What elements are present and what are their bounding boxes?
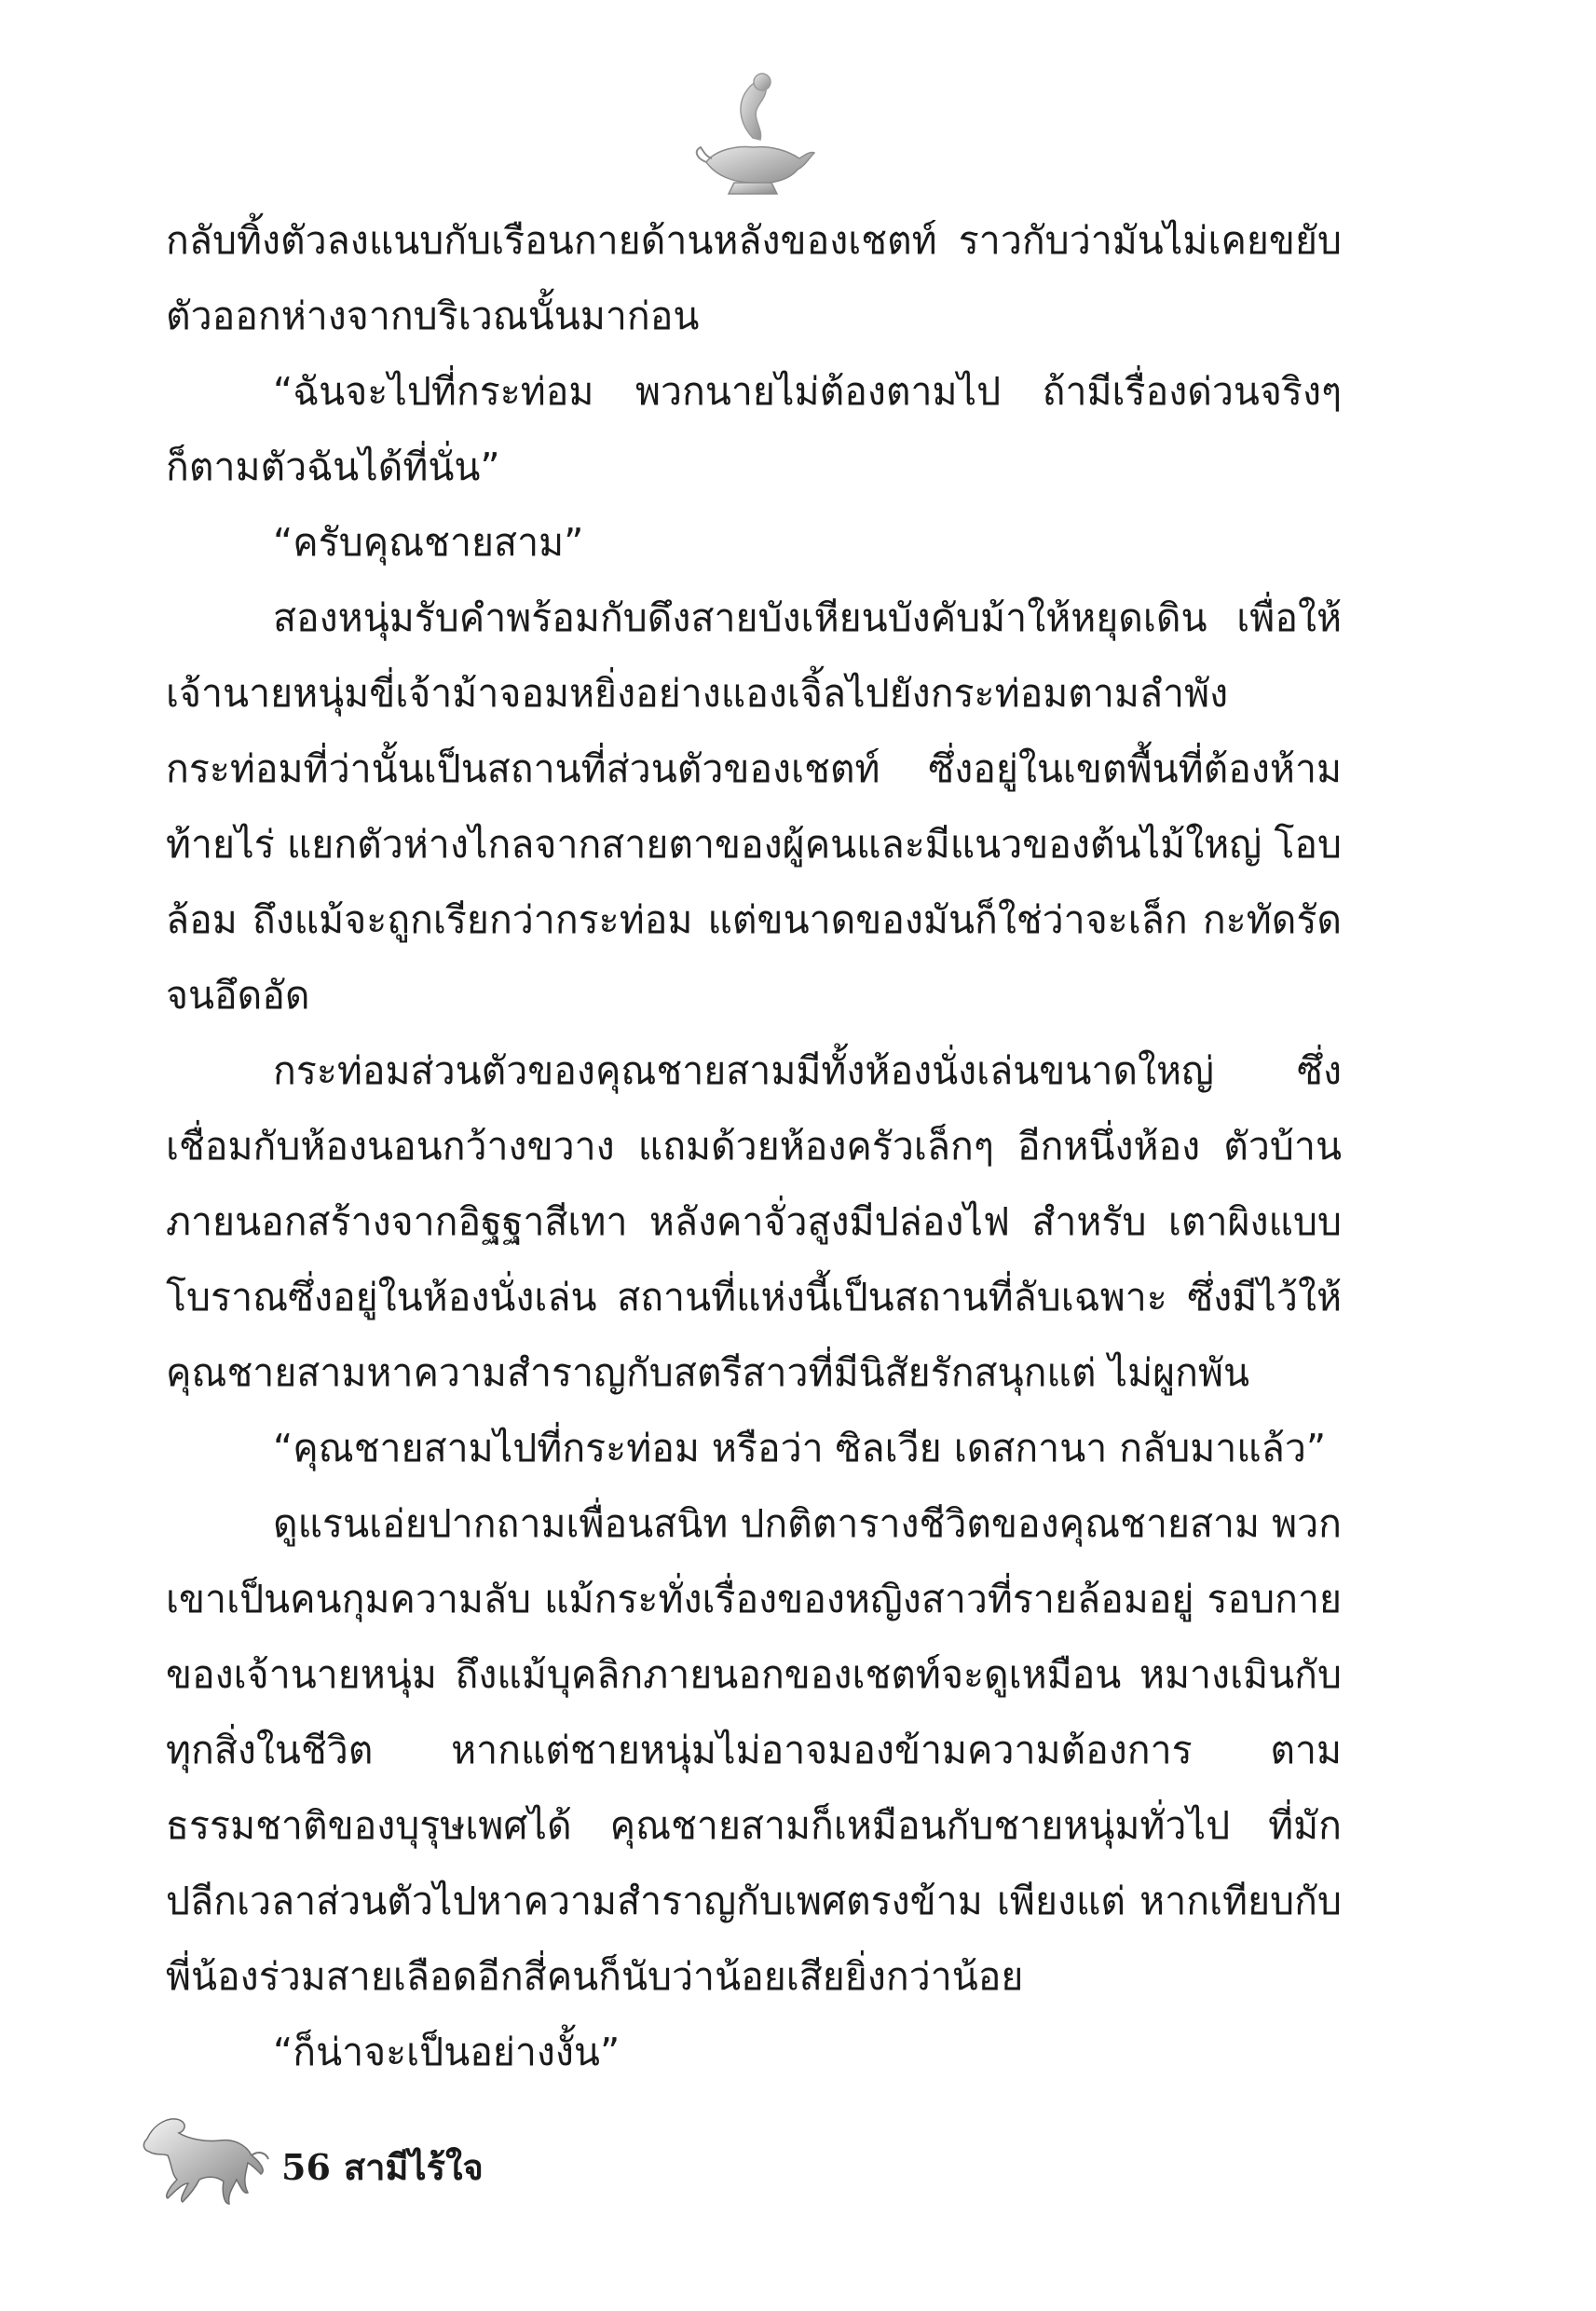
page-footer (130, 2101, 689, 2213)
paragraph: สองหนุ่มรับคำพร้อมกับดึงสายบังเหียนบังคับม้าให้หยุดเดิน เพื่อให้เจ้านายหนุ่มขี่เจ้าม้าจอมหยิ่งอย่างแองเจิ้ลไปยังกระท่อมตามลำพัง กระท่อมที่ว่านั้นเป็นสถานที่ส่วนตัวของเชตท์ ซึ่งอยู่ในเขตพื้นที่ต้องห้าม ท้ายไร่ แยกตัวห่างไกลจากสายตาของผู้คนและมีแนวของต้นไม้ใหญ่ โอบล้อม ถึงแม้จะถูกเรียกว่ากระท่อม แต่ขนาดของมันก็ใช่ว่าจะเล็ก กะทัดรัดจนอึดอัด (166, 595, 1342, 1018)
paragraph: “ครับคุณชายสาม” (273, 520, 584, 565)
genie-lamp-icon (688, 65, 818, 205)
page-number: 56 (281, 2146, 331, 2188)
paragraph: ดูแรนเอ่ยปากถามเพื่อนสนิท ปกติตารางชีวิตของคุณชายสาม พวกเขาเป็นคนกุมความลับ แม้กระทั่งเรื่องของหญิงสาวที่รายล้อมอยู่ รอบกายของเจ้านายหนุ่ม ถึงแม้บุคลิกภายนอกของเชตท์จะดูเหมือน หมางเมินกับทุกสิ่งในชีวิต หากแต่ชายหนุ่มไม่อาจมองข้ามความต้องการ ตามธรรมชาติของบุรุษเพศได้ คุณชายสามก็เหมือนกับชายหนุ่มทั่วไป ที่มักปลีกเวลาส่วนตัวไปหาความสำราญกับเพศตรงข้าม เพียงแต่ หากเทียบกับพี่น้องร่วมสายเลือดอีกสี่คนก็นับว่าน้อยเสียยิ่งกว่าน้อย (166, 1501, 1342, 1999)
paragraph: “ก็น่าจะเป็นอย่างงั้น” (273, 2030, 621, 2074)
body-text (166, 203, 1342, 2090)
folio (281, 2146, 497, 2189)
paragraph: กลับทิ้งตัวลงแนบกับเรือนกายด้านหลังของเชตท์ ราวกับว่ามันไม่เคยขยับตัวออกห่างจากบริเวณนั้นมาก่อน (166, 218, 1342, 338)
paragraph: กระท่อมส่วนตัวของคุณชายสามมีทั้งห้องนั่งเล่นขนาดใหญ่ ซึ่งเชื่อมกับห้องนอนกว้างขวาง แถมด้วยห้องครัวเล็กๆ อีกหนึ่งห้อง ตัวบ้านภายนอกสร้างจากอิฐฐาสีเทา หลังคาจั่วสูงมีปล่องไฟ สำหรับ เตาผิงแบบโบราณซึ่งอยู่ในห้องนั่งเล่น สถานที่แห่งนี้เป็นสถานที่ลับเฉพาะ ซึ่งมีไว้ให้คุณชายสามหาความสำราญกับสตรีสาวที่มีนิสัยรักสนุกแต่ ไม่ผูกพัน (166, 1048, 1342, 1395)
book-title: สามีไร้ใจ (343, 2146, 484, 2188)
paragraph: “ฉันจะไปที่กระท่อม พวกนายไม่ต้องตามไป ถ้ามีเรื่องด่วนจริงๆ ก็ตามตัวฉันได้ที่นั่น” (166, 369, 1342, 489)
horse-icon (130, 2101, 270, 2213)
paragraph: “คุณชายสามไปที่กระท่อม หรือว่า ซิลเวีย เดสกานา กลับมาแล้ว” (273, 1426, 1327, 1470)
